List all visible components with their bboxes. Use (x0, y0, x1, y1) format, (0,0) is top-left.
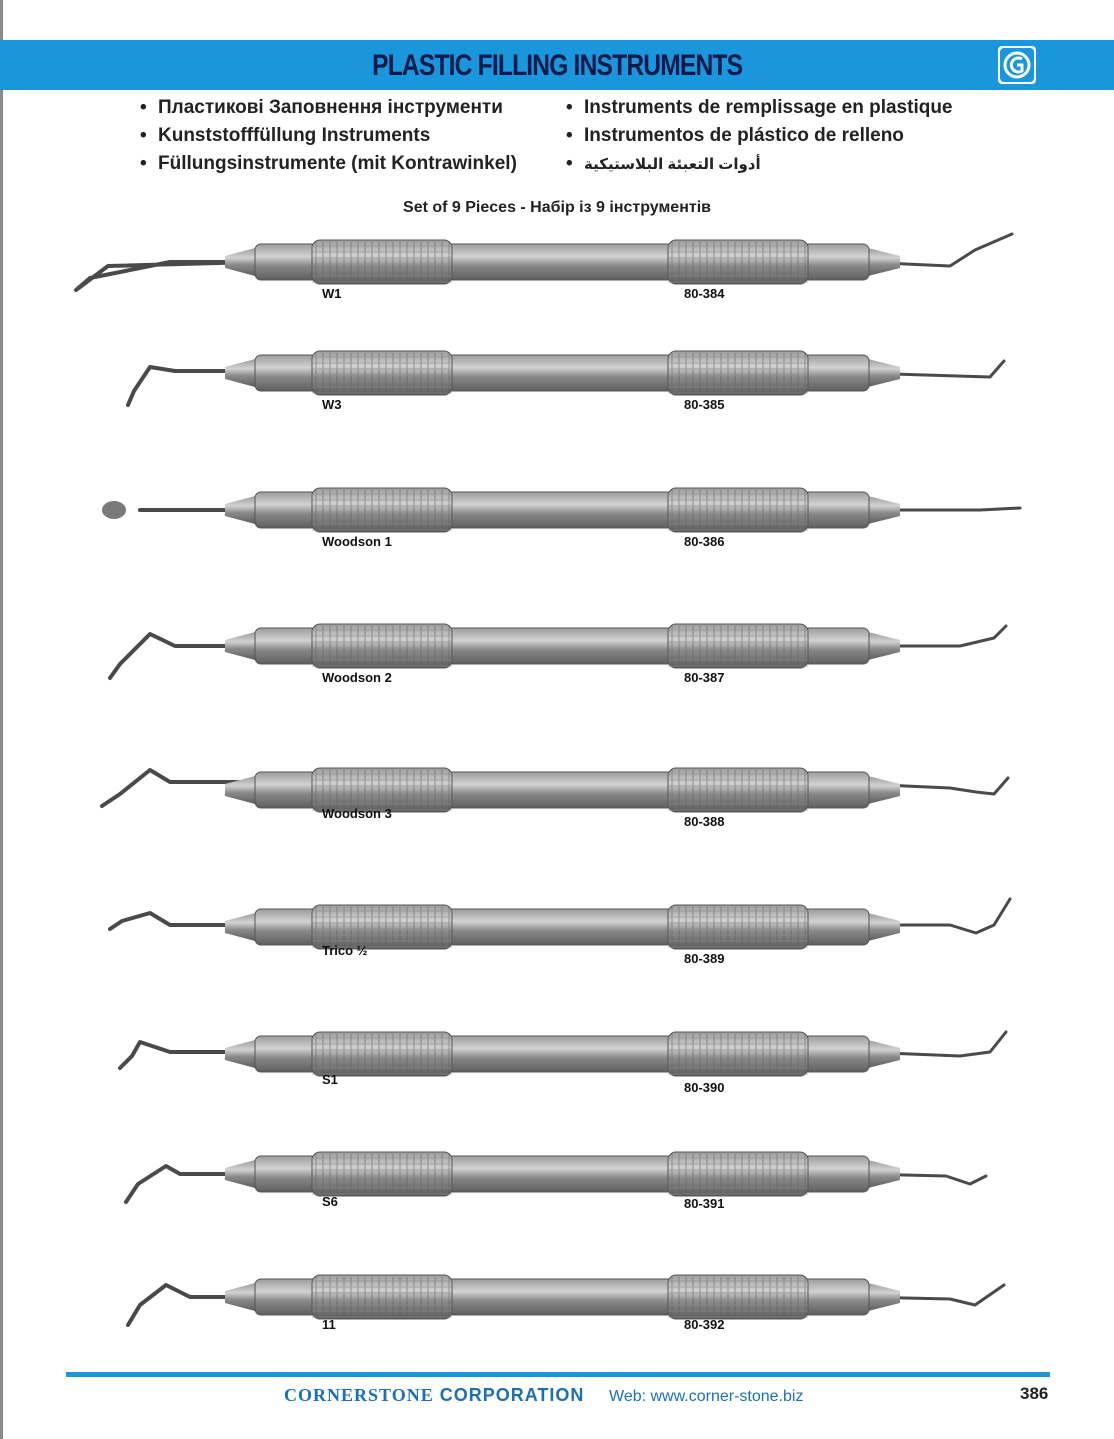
instrument-row (0, 468, 1114, 548)
instrument-image (0, 220, 1114, 300)
language-item: • Instruments de remplissage en plastique (566, 97, 953, 118)
language-item: • Kunststofffüllung Instruments (140, 125, 431, 146)
instrument-model: W3 (322, 397, 342, 412)
instrument-row (0, 1132, 1114, 1212)
instrument-row (0, 885, 1114, 965)
instrument-image (0, 1012, 1114, 1092)
instrument-code: 80-392 (684, 1317, 725, 1332)
instrument-image (0, 331, 1114, 411)
instrument-code: 80-389 (684, 951, 725, 966)
language-item: • Instrumentos de plástico de relleno (566, 125, 904, 146)
page-title: PLASTIC FILLING INSTRUMENTS (372, 49, 743, 82)
instrument-model: 11 (322, 1317, 336, 1332)
website-link[interactable]: Web: www.corner-stone.biz (609, 1388, 804, 1405)
instrument-image (0, 468, 1114, 548)
instrument-code: 80-388 (684, 814, 725, 829)
language-item: • Пластикові Заповнення інструменти (140, 97, 503, 118)
language-item: • Füllungsinstrumente (mit Kontrawinkel) (140, 153, 517, 174)
instrument-code: 80-391 (684, 1196, 725, 1211)
instrument-model: W1 (322, 286, 342, 301)
instrument-image (0, 1255, 1114, 1335)
instrument-code: 80-385 (684, 397, 725, 412)
instrument-model: Woodson 3 (322, 806, 392, 821)
instrument-model: Trico ½ (322, 943, 368, 958)
language-list-right (566, 94, 953, 178)
instrument-model: Woodson 2 (322, 670, 392, 685)
instrument-row (0, 1255, 1114, 1335)
language-item: • أدوات التعبئة البلاستيكية (566, 153, 761, 174)
instrument-image (0, 1132, 1114, 1212)
instrument-row (0, 604, 1114, 684)
set-subtitle: Set of 9 Pieces - Набір із 9 інструментів (403, 199, 711, 216)
instrument-code: 80-390 (684, 1080, 725, 1095)
company-name: CORNERSTONE CORPORATION (284, 1385, 585, 1405)
instrument-row (0, 220, 1114, 300)
instrument-code: 80-386 (684, 534, 725, 549)
instrument-model: Woodson 1 (322, 534, 392, 549)
instrument-model: S1 (322, 1072, 338, 1087)
instrument-row (0, 331, 1114, 411)
page-number: 386 (1020, 1384, 1049, 1403)
instrument-image (0, 885, 1114, 965)
instrument-row (0, 1012, 1114, 1095)
header-banner (0, 40, 1114, 90)
cornerstone-logo-icon (998, 46, 1036, 84)
language-list-left (140, 94, 517, 178)
instrument-code: 80-384 (684, 286, 725, 301)
instrument-model: S6 (322, 1194, 338, 1209)
instrument-row (0, 748, 1114, 828)
instrument-image (0, 748, 1114, 828)
instrument-image (0, 604, 1114, 684)
footer-divider (66, 1372, 1050, 1377)
instrument-code: 80-387 (684, 670, 725, 685)
